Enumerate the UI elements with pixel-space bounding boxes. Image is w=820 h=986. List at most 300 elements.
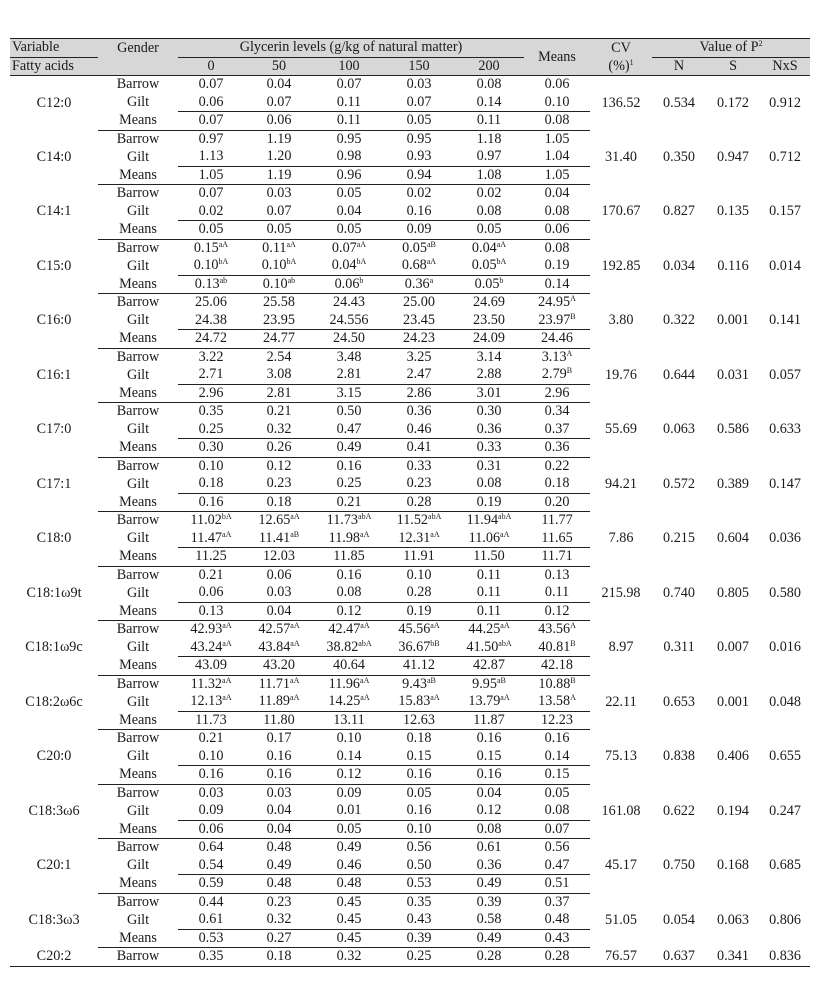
cell-value: 0.33 [406, 457, 432, 474]
cell-value: 43.56 [538, 621, 571, 638]
cell-value: 0.03 [406, 76, 432, 93]
means-cell [524, 475, 590, 493]
cell-value: 13.79 [468, 693, 501, 710]
value-cell [384, 839, 454, 857]
means-cell [524, 166, 590, 185]
significance-letter: aA [430, 529, 440, 539]
cell-value: 0.16 [266, 747, 292, 764]
significance-letter: aA [500, 621, 510, 631]
cell-value: 0.16 [406, 202, 432, 219]
p-value: 0.534 [663, 94, 695, 111]
value-cell [244, 730, 314, 748]
cv-value: 22.11 [605, 693, 637, 710]
fatty-acid-name: C12:0 [36, 94, 72, 111]
cell-value: 0.39 [406, 929, 432, 946]
means-cell [524, 112, 590, 131]
value-cell [384, 893, 454, 911]
gender-cell: Barrow [116, 76, 160, 93]
gender-cell: Barrow [116, 893, 160, 910]
cell-value: 0.04 [336, 202, 362, 219]
value-cell [384, 784, 454, 802]
value-cell [314, 166, 384, 185]
p-value: 0.063 [663, 421, 695, 438]
p-value: 0.805 [717, 584, 749, 601]
significance-letter: aA [286, 239, 296, 249]
means-cell [524, 512, 590, 530]
cell-value: 0.25 [406, 948, 432, 965]
significance-letter: aA [222, 675, 232, 685]
cell-value: 11.73 [195, 711, 227, 728]
value-cell [454, 693, 524, 711]
means-cell [524, 330, 590, 349]
cell-value: 0.44 [198, 893, 224, 910]
means-cell [524, 548, 590, 567]
value-cell [384, 275, 454, 294]
value-cell [244, 602, 314, 621]
cell-value: 0.09 [198, 802, 224, 819]
value-cell [454, 166, 524, 185]
cell-value: 0.28 [544, 948, 570, 965]
means-cell [524, 802, 590, 820]
cell-value: 11.32 [190, 675, 223, 692]
cell-value: 0.06 [266, 112, 292, 129]
significance-letter: aA [222, 638, 232, 648]
table-row [10, 893, 810, 911]
cell-value: 0.16 [336, 566, 362, 583]
significance-letter: aA [222, 529, 232, 539]
cv-header: CV [590, 39, 652, 58]
table-row [10, 130, 810, 148]
cell-value: 1.08 [476, 166, 502, 183]
cell-value: 0.23 [266, 893, 292, 910]
cell-value: 24.09 [473, 330, 505, 347]
value-cell [244, 839, 314, 857]
value-cell [384, 403, 454, 421]
value-cell [384, 857, 454, 875]
value-cell [454, 312, 524, 330]
significance-letter: aB [426, 675, 436, 685]
cell-value: 0.08 [544, 802, 570, 819]
cell-value: 0.56 [406, 839, 432, 856]
value-cell [314, 711, 384, 730]
value-cell [384, 693, 454, 711]
fatty-acid-name: C16:0 [36, 312, 72, 329]
p-value: 0.311 [663, 639, 695, 656]
cell-value: 0.11 [476, 566, 502, 583]
cell-value: 12.65 [258, 512, 291, 529]
value-cell [314, 639, 384, 657]
cell-value: 0.18 [266, 493, 292, 510]
value-cell [244, 112, 314, 131]
value-cell [244, 275, 314, 294]
cell-value: 0.28 [476, 948, 502, 965]
value-cell [384, 675, 454, 693]
cell-value: 0.45 [336, 893, 362, 910]
value-cell [314, 512, 384, 530]
value-cell [384, 566, 454, 584]
glycerin-levels-header: Glycerin levels (g/kg of natural matter) [178, 39, 524, 58]
means-cell [524, 275, 590, 294]
p-value: 0.194 [717, 802, 749, 819]
value-cell [384, 112, 454, 131]
table-row [10, 675, 810, 693]
cell-value: 13.58 [538, 693, 571, 710]
gender-cell: Means [98, 275, 178, 294]
value-cell [454, 548, 524, 567]
cell-value: 0.03 [266, 584, 292, 601]
p-value: 0.389 [717, 475, 749, 492]
cell-value: 0.51 [544, 875, 570, 892]
p-value: 0.604 [717, 530, 749, 547]
gender-cell: Barrow [116, 294, 160, 311]
cell-value: 24.72 [195, 330, 227, 347]
value-cell [384, 130, 454, 148]
table-row [10, 512, 810, 530]
p-value: 0.750 [663, 857, 695, 874]
p-value: 0.947 [717, 148, 749, 165]
significance-letter: aB [426, 239, 436, 249]
cell-value: 0.18 [544, 475, 570, 492]
cell-value: 0.16 [476, 730, 502, 747]
means-cell [524, 221, 590, 240]
cell-value: 0.48 [266, 839, 292, 856]
means-cell [524, 639, 590, 657]
value-cell [384, 602, 454, 621]
value-cell [454, 221, 524, 240]
value-cell [384, 584, 454, 602]
value-cell [384, 621, 454, 639]
cell-value: 0.36 [544, 439, 570, 456]
cell-value: 0.13 [544, 566, 570, 583]
value-cell [244, 403, 314, 421]
header-row-1 [10, 39, 810, 58]
value-cell [454, 657, 524, 676]
value-cell [314, 693, 384, 711]
cell-value: 0.18 [266, 948, 292, 965]
p-value: 0.007 [717, 639, 749, 656]
cell-value: 11.77 [541, 512, 573, 529]
table-row [10, 839, 810, 857]
value-cell [178, 275, 244, 294]
value-cell [384, 384, 454, 403]
means-cell [524, 130, 590, 148]
p-value: 0.644 [663, 366, 695, 383]
significance-letter: aA [290, 512, 300, 522]
p-value: 0.001 [717, 312, 749, 329]
value-cell [454, 112, 524, 131]
value-cell [384, 366, 454, 384]
level-header: 200 [454, 57, 524, 76]
value-cell [178, 493, 244, 512]
significance-letter: abA [358, 638, 372, 648]
value-cell [314, 893, 384, 911]
value-cell [454, 421, 524, 439]
cell-value: 0.04 [266, 802, 292, 819]
value-cell [384, 221, 454, 240]
value-cell [314, 439, 384, 458]
value-cell [384, 475, 454, 493]
means-cell [524, 911, 590, 929]
cv-value: 51.05 [605, 911, 637, 928]
cell-value: 0.43 [544, 929, 570, 946]
cell-value: 0.11 [262, 239, 287, 256]
significance-letter: abA [498, 512, 512, 522]
cell-value: 25.58 [263, 294, 295, 311]
gender-cell: Means [98, 820, 178, 839]
value-cell [384, 166, 454, 185]
p-value: 0.912 [769, 94, 801, 111]
value-cell [244, 148, 314, 166]
gender-cell: Gilt [126, 475, 150, 492]
p-value: 0.048 [769, 693, 801, 710]
cell-value: 0.07 [266, 93, 292, 110]
value-cell [178, 584, 244, 602]
value-cell [454, 475, 524, 493]
cell-value: 2.81 [266, 384, 292, 401]
cell-value: 0.13 [194, 275, 220, 292]
value-cell [178, 748, 244, 766]
gender-cell: Gilt [126, 203, 150, 219]
cell-value: 2.47 [406, 366, 432, 383]
cell-value: 11.87 [473, 711, 505, 728]
gender-cell: Gilt [126, 257, 150, 274]
cell-value: 0.97 [198, 130, 224, 147]
value-cell [454, 675, 524, 693]
means-cell [524, 148, 590, 166]
cell-value: 3.01 [476, 384, 502, 401]
p-value: 0.057 [769, 366, 801, 383]
cell-value: 0.10 [193, 257, 219, 274]
cell-value: 11.47 [190, 529, 223, 546]
cell-value: 45.56 [398, 621, 431, 638]
value-cell [244, 421, 314, 439]
value-cell [314, 348, 384, 366]
table-row [10, 566, 810, 584]
means-cell [524, 675, 590, 693]
value-cell [178, 548, 244, 567]
gender-cell: Means [98, 330, 178, 349]
significance-letter: aA [360, 621, 370, 631]
cell-value: 1.05 [544, 130, 570, 147]
cell-value: 11.06 [468, 529, 501, 546]
cell-value: 0.95 [406, 130, 432, 147]
value-cell [314, 384, 384, 403]
value-cell [314, 239, 384, 257]
value-cell [454, 493, 524, 512]
value-cell [178, 784, 244, 802]
cell-value: 44.25 [468, 621, 501, 638]
fatty-acid-name: C18:1ω9c [25, 639, 83, 656]
value-cell [454, 584, 524, 602]
gender-header: Gender [98, 39, 178, 58]
value-cell [454, 802, 524, 820]
cell-value: 9.43 [402, 675, 427, 692]
cell-value: 11.65 [541, 529, 573, 546]
value-cell [314, 875, 384, 894]
cell-value: 12.23 [541, 711, 573, 728]
p-value: 0.054 [663, 911, 695, 928]
cell-value: 0.32 [336, 948, 362, 965]
means-cell [524, 348, 590, 366]
value-cell [314, 421, 384, 439]
means-cell [524, 657, 590, 676]
gender-cell: Means [98, 548, 178, 567]
cv-footnote: 1 [629, 57, 634, 67]
cell-value: 0.05 [406, 112, 432, 129]
value-cell [244, 693, 314, 711]
p-col-header: NxS [760, 57, 810, 76]
value-cell [178, 911, 244, 929]
p-value: 0.740 [663, 584, 695, 601]
cell-value: 0.10 [261, 257, 287, 274]
cell-value: 0.06 [544, 76, 570, 93]
cell-value: 0.08 [476, 820, 502, 837]
cell-value: 0.35 [198, 948, 224, 965]
significance-letter: aA [496, 239, 507, 249]
cell-value: 1.04 [544, 148, 570, 165]
value-cell [244, 439, 314, 458]
table-row [10, 239, 810, 257]
value-cell [314, 730, 384, 748]
cv-value: 55.69 [605, 421, 637, 438]
value-cell [178, 766, 244, 785]
value-cell [178, 512, 244, 530]
p-value: 0.034 [663, 257, 695, 274]
means-cell [524, 439, 590, 458]
gender-header-blank [98, 57, 178, 76]
cv-value: 75.13 [605, 748, 637, 765]
cell-value: 0.06 [334, 275, 360, 292]
cell-value: 0.68 [401, 257, 427, 274]
means-cell [524, 748, 590, 766]
significance-letter: b [499, 275, 504, 285]
value-cell [454, 348, 524, 366]
value-cell [384, 711, 454, 730]
value-cell [178, 711, 244, 730]
cell-value: 0.03 [266, 784, 292, 801]
value-cell [314, 294, 384, 312]
cell-value: 0.07 [331, 239, 357, 256]
p-value: 0.586 [717, 421, 749, 438]
value-cell [384, 802, 454, 820]
cell-value: 0.07 [336, 76, 362, 93]
means-cell [524, 711, 590, 730]
value-cell [178, 730, 244, 748]
cell-value: 38.82 [326, 638, 359, 655]
cell-value: 0.05 [266, 221, 292, 238]
gender-cell: Means [98, 493, 178, 512]
fatty-acids-header: Fatty acids [10, 57, 98, 76]
value-cell [178, 185, 244, 203]
p-value: 0.406 [717, 748, 749, 765]
value-cell [178, 875, 244, 894]
cell-value: 0.11 [476, 112, 502, 129]
gender-cell: Gilt [126, 421, 150, 437]
value-cell [244, 711, 314, 730]
cell-value: 3.25 [406, 348, 432, 365]
value-cell [178, 403, 244, 421]
significance-letter: bB [430, 638, 440, 648]
value-cell [384, 348, 454, 366]
means-cell [524, 493, 590, 512]
gender-cell: Means [98, 602, 178, 621]
significance-letter: B [570, 638, 576, 648]
significance-letter: aB [290, 529, 300, 539]
value-cell [244, 875, 314, 894]
value-cell [244, 330, 314, 349]
value-cell [244, 566, 314, 584]
value-cell [454, 784, 524, 802]
cell-value: 0.11 [336, 112, 362, 129]
value-cell [384, 148, 454, 166]
value-cell [244, 748, 314, 766]
cv-value: 45.17 [605, 857, 637, 874]
cell-value: 0.94 [406, 166, 432, 183]
p-value: 0.172 [717, 94, 749, 111]
value-cell [178, 312, 244, 330]
gender-cell: Barrow [116, 730, 160, 747]
value-cell [178, 893, 244, 911]
value-cell [384, 330, 454, 349]
value-cell [454, 185, 524, 203]
cell-value: 0.35 [198, 403, 224, 420]
cell-value: 0.04 [266, 820, 292, 837]
variable-header: Variable [10, 39, 98, 58]
value-cell [454, 875, 524, 894]
cell-value: 42.87 [473, 657, 505, 674]
cell-value: 25.00 [403, 294, 435, 311]
value-cell [384, 548, 454, 567]
cell-value: 24.69 [473, 294, 505, 311]
p-value-label: Value of P [699, 39, 759, 56]
means-cell [524, 730, 590, 748]
cv-value: 19.76 [605, 366, 637, 383]
cell-value: 0.14 [476, 93, 502, 110]
p-value: 0.633 [769, 421, 801, 438]
cell-value: 12.03 [263, 548, 295, 565]
means-cell [524, 602, 590, 621]
cell-value: 24.43 [333, 294, 365, 311]
value-cell [384, 929, 454, 948]
cell-value: 42.93 [190, 621, 223, 638]
cell-value: 11.50 [473, 548, 505, 565]
p-value: 0.580 [769, 584, 801, 601]
p-value: 0.838 [663, 748, 695, 765]
value-cell [314, 203, 384, 221]
cell-value: 0.08 [476, 76, 502, 93]
significance-letter: aA [218, 239, 229, 249]
gender-cell: Means [98, 711, 178, 730]
level-header: 100 [314, 57, 384, 76]
cell-value: 0.07 [198, 112, 224, 129]
cell-value: 0.49 [266, 856, 292, 873]
cell-value: 0.93 [406, 148, 432, 165]
value-cell [384, 257, 454, 275]
value-cell [454, 839, 524, 857]
cell-value: 0.11 [544, 584, 570, 601]
p-value: 0.322 [663, 312, 695, 329]
cell-value: 0.04 [331, 257, 357, 274]
cell-value: 0.54 [198, 856, 224, 873]
table-row [10, 457, 810, 475]
cell-value: 0.37 [544, 420, 570, 437]
cell-value: 2.96 [544, 384, 570, 401]
value-cell [454, 766, 524, 785]
cell-value: 1.20 [266, 148, 292, 165]
fatty-acid-name: C16:1 [36, 366, 72, 383]
value-cell [384, 657, 454, 676]
cell-value: 0.14 [544, 747, 570, 764]
